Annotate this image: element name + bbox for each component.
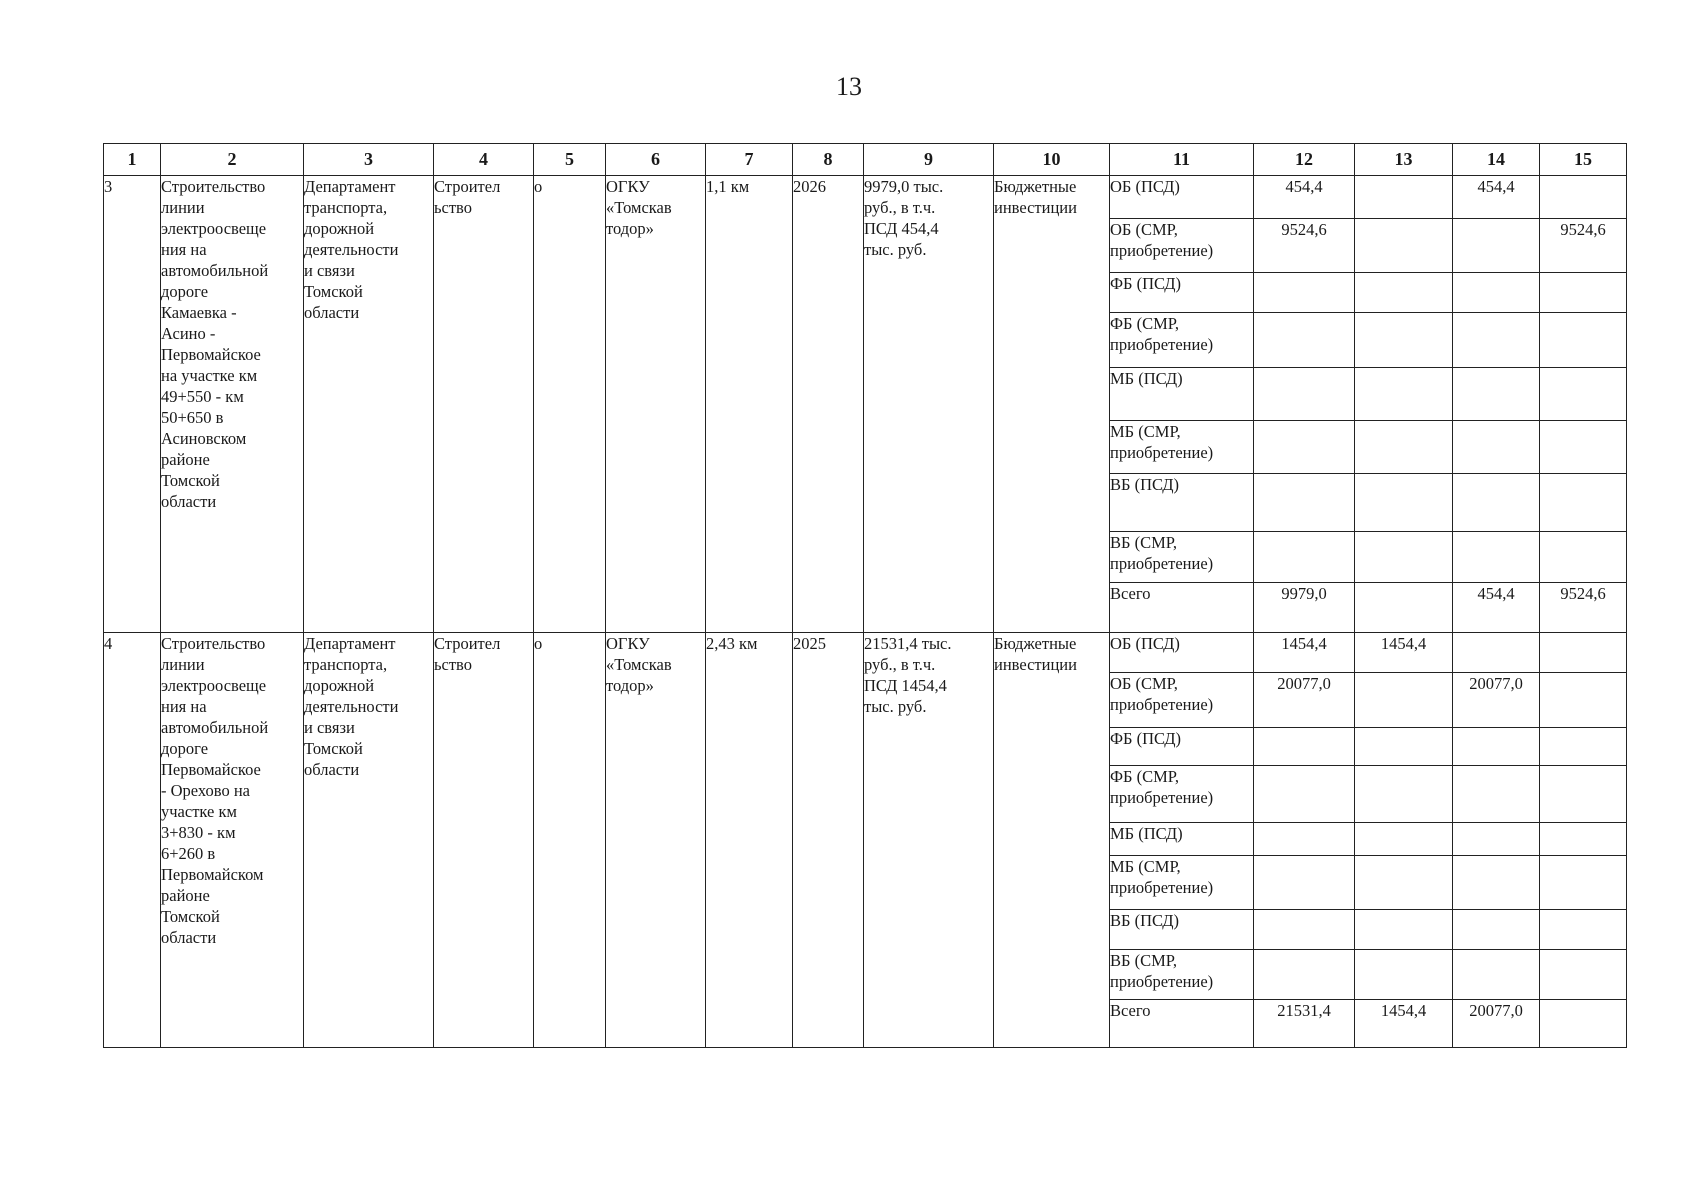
header-cell: 13: [1355, 144, 1453, 176]
funding-source-text: МБ (СМР, приобретение): [1110, 857, 1214, 897]
funding-source-cell: [1110, 583, 1254, 633]
amount-cell-14: 454,4: [1453, 583, 1540, 633]
amount-cell-13: [1355, 313, 1453, 368]
funding-source-text: ФБ (СМР, приобретение): [1110, 767, 1214, 807]
funding-source-cell: [1110, 219, 1254, 273]
funding-source-cell: [1110, 532, 1254, 583]
work-type-cell-text: Строител ьство: [434, 177, 501, 217]
header-cell: 14: [1453, 144, 1540, 176]
amount-cell-15: [1540, 421, 1627, 474]
funding-source-cell: [1110, 633, 1254, 673]
object-name-cell-text: Строительство линии электроосвеще ния на автомобильной дороге Первомайское - Орехово на участке км 3+830 - км 6+260 в Первомайском районе Томской области: [161, 634, 269, 947]
amount-cell-14: [1453, 219, 1540, 273]
amount-cell-12: [1254, 910, 1355, 950]
funding-source-text: ОБ (ПСД): [1110, 177, 1180, 196]
header-cell: 9: [864, 144, 994, 176]
cost-cell-text: 21531,4 тыс. руб., в т.ч. ПСД 1454,4 тыс. руб.: [864, 634, 952, 716]
amount-cell-15: 9524,6: [1540, 583, 1627, 633]
amount-cell-13: [1355, 910, 1453, 950]
amount-cell-15: [1540, 313, 1627, 368]
object-row: [104, 633, 1627, 673]
year-cell: [793, 633, 864, 1048]
header-cell: 5: [534, 144, 606, 176]
funding-source-cell: [1110, 766, 1254, 823]
object-name-cell: [161, 176, 304, 633]
executor-cell: [606, 176, 706, 633]
amount-cell-12: 9524,6: [1254, 219, 1355, 273]
header-cell: 10: [994, 144, 1110, 176]
amount-cell-14: [1453, 421, 1540, 474]
amount-cell-13: [1355, 728, 1453, 766]
amount-cell-12: 9979,0: [1254, 583, 1355, 633]
amount-cell-15: [1540, 368, 1627, 421]
object-name-cell: [161, 633, 304, 1048]
funding-source-cell: [1110, 313, 1254, 368]
amount-cell-14: 454,4: [1453, 176, 1540, 219]
cost-cell: [864, 633, 994, 1048]
amount-cell-13: [1355, 368, 1453, 421]
header-cell: 8: [793, 144, 864, 176]
year-cell-text: 2026: [793, 177, 826, 196]
amount-cell-14: [1453, 474, 1540, 532]
amount-cell-14: 20077,0: [1453, 673, 1540, 728]
amount-cell-15: [1540, 910, 1627, 950]
funding-source-text: ФБ (ПСД): [1110, 274, 1181, 293]
amount-cell-15: [1540, 856, 1627, 910]
work-type-cell-text: Строител ьство: [434, 634, 501, 674]
funding-source-text: ВБ (ПСД): [1110, 911, 1179, 930]
amount-cell-15: [1540, 728, 1627, 766]
amount-cell-12: [1254, 532, 1355, 583]
object-number-cell-text: 3: [104, 177, 113, 196]
funding-source-cell: [1110, 176, 1254, 219]
amount-cell-13: [1355, 219, 1453, 273]
amount-cell-13: 1454,4: [1355, 633, 1453, 673]
header-cell: 3: [304, 144, 434, 176]
work-type-cell: [434, 176, 534, 633]
cost-cell-text: 9979,0 тыс. руб., в т.ч. ПСД 454,4 тыс. руб.: [864, 177, 944, 259]
object-number-cell: [104, 176, 161, 633]
amount-cell-15: [1540, 532, 1627, 583]
amount-cell-13: [1355, 673, 1453, 728]
amount-cell-15: 9524,6: [1540, 219, 1627, 273]
amount-cell-14: [1453, 766, 1540, 823]
amount-cell-12: [1254, 950, 1355, 1000]
amount-cell-15: [1540, 950, 1627, 1000]
amount-cell-13: [1355, 421, 1453, 474]
amount-cell-14: [1453, 910, 1540, 950]
funding-source-text: Всего: [1110, 584, 1151, 603]
funding-source-cell: [1110, 856, 1254, 910]
funding-source-text: МБ (ПСД): [1110, 369, 1183, 388]
executor-cell-text: ОГКУ «Томскав тодор»: [606, 634, 672, 695]
funding-source-cell: [1110, 728, 1254, 766]
capacity-cell-text: 1,1 км: [706, 177, 750, 196]
object-number-cell-text: 4: [104, 634, 113, 653]
amount-cell-14: [1453, 532, 1540, 583]
amount-cell-12: [1254, 313, 1355, 368]
amount-cell-14: [1453, 823, 1540, 856]
object-name-cell-text: Строительство линии электроосвеще ния на автомобильной дороге Камаевка - Асино - Первомайское на участке км 49+550 - км 50+650 в Асиновском районе Томской области: [161, 177, 269, 511]
header-cell: 4: [434, 144, 534, 176]
investment-form-cell-text: Бюджетные инвестиции: [994, 634, 1077, 674]
funding-source-text: ФБ (СМР, приобретение): [1110, 314, 1214, 354]
cost-cell: [864, 176, 994, 633]
customer-cell: [304, 176, 434, 633]
capacity-cell-text: 2,43 км: [706, 634, 758, 653]
funding-source-text: ВБ (ПСД): [1110, 475, 1179, 494]
amount-cell-13: [1355, 532, 1453, 583]
capacity-cell: [706, 176, 793, 633]
funding-source-text: ФБ (ПСД): [1110, 729, 1181, 748]
investment-table: [103, 143, 1627, 1048]
amount-cell-15: [1540, 633, 1627, 673]
amount-cell-14: [1453, 950, 1540, 1000]
amount-cell-15: [1540, 176, 1627, 219]
year-cell-text: 2025: [793, 634, 826, 653]
executor-cell: [606, 633, 706, 1048]
investment-form-cell-text: Бюджетные инвестиции: [994, 177, 1077, 217]
funding-source-text: ВБ (СМР, приобретение): [1110, 951, 1214, 991]
column-5-cell-text: о: [534, 634, 543, 653]
amount-cell-13: [1355, 176, 1453, 219]
amount-cell-13: [1355, 474, 1453, 532]
amount-cell-12: [1254, 273, 1355, 313]
funding-source-cell: [1110, 273, 1254, 313]
header-cell: 6: [606, 144, 706, 176]
header-cell: 7: [706, 144, 793, 176]
amount-cell-12: [1254, 474, 1355, 532]
customer-cell-text: Департамент транспорта, дорожной деятельности и связи Томской области: [304, 177, 399, 322]
executor-cell-text: ОГКУ «Томскав тодор»: [606, 177, 672, 238]
work-type-cell: [434, 633, 534, 1048]
header-row: [104, 144, 1627, 176]
object-row: [104, 176, 1627, 219]
amount-cell-14: 20077,0: [1453, 1000, 1540, 1048]
amount-cell-12: 1454,4: [1254, 633, 1355, 673]
amount-cell-15: [1540, 766, 1627, 823]
funding-source-cell: [1110, 910, 1254, 950]
funding-source-text: ОБ (СМР, приобретение): [1110, 674, 1214, 714]
amount-cell-13: [1355, 583, 1453, 633]
amount-cell-15: [1540, 823, 1627, 856]
amount-cell-13: [1355, 823, 1453, 856]
amount-cell-12: 21531,4: [1254, 1000, 1355, 1048]
funding-source-text: ОБ (СМР, приобретение): [1110, 220, 1214, 260]
year-cell: [793, 176, 864, 633]
column-5-cell: [534, 633, 606, 1048]
amount-cell-13: 1454,4: [1355, 1000, 1453, 1048]
header-cell: 1: [104, 144, 161, 176]
amount-cell-14: [1453, 728, 1540, 766]
funding-source-cell: [1110, 1000, 1254, 1048]
amount-cell-15: [1540, 273, 1627, 313]
funding-source-text: МБ (СМР, приобретение): [1110, 422, 1214, 462]
customer-cell-text: Департамент транспорта, дорожной деятельности и связи Томской области: [304, 634, 399, 779]
funding-source-text: ОБ (ПСД): [1110, 634, 1180, 653]
amount-cell-12: 20077,0: [1254, 673, 1355, 728]
amount-cell-12: [1254, 421, 1355, 474]
amount-cell-14: [1453, 313, 1540, 368]
header-cell: 15: [1540, 144, 1627, 176]
funding-source-cell: [1110, 673, 1254, 728]
amount-cell-14: [1453, 856, 1540, 910]
column-5-cell: [534, 176, 606, 633]
funding-source-text: Всего: [1110, 1001, 1151, 1020]
amount-cell-15: [1540, 1000, 1627, 1048]
column-5-cell-text: о: [534, 177, 543, 196]
investment-form-cell: [994, 633, 1110, 1048]
customer-cell: [304, 633, 434, 1048]
amount-cell-13: [1355, 766, 1453, 823]
funding-source-cell: [1110, 368, 1254, 421]
funding-source-text: ВБ (СМР, приобретение): [1110, 533, 1214, 573]
amount-cell-15: [1540, 673, 1627, 728]
funding-source-cell: [1110, 950, 1254, 1000]
amount-cell-12: 454,4: [1254, 176, 1355, 219]
amount-cell-12: [1254, 856, 1355, 910]
header-cell: 12: [1254, 144, 1355, 176]
header-cell: 2: [161, 144, 304, 176]
funding-source-text: МБ (ПСД): [1110, 824, 1183, 843]
amount-cell-12: [1254, 728, 1355, 766]
funding-source-cell: [1110, 474, 1254, 532]
amount-cell-12: [1254, 766, 1355, 823]
investment-form-cell: [994, 176, 1110, 633]
funding-source-cell: [1110, 823, 1254, 856]
amount-cell-13: [1355, 950, 1453, 1000]
amount-cell-12: [1254, 823, 1355, 856]
amount-cell-15: [1540, 474, 1627, 532]
amount-cell-14: [1453, 633, 1540, 673]
header-cell: 11: [1110, 144, 1254, 176]
capacity-cell: [706, 633, 793, 1048]
funding-source-cell: [1110, 421, 1254, 474]
object-number-cell: [104, 633, 161, 1048]
amount-cell-13: [1355, 273, 1453, 313]
amount-cell-12: [1254, 368, 1355, 421]
amount-cell-14: [1453, 273, 1540, 313]
amount-cell-14: [1453, 368, 1540, 421]
amount-cell-13: [1355, 856, 1453, 910]
page-number: 13: [836, 72, 862, 101]
